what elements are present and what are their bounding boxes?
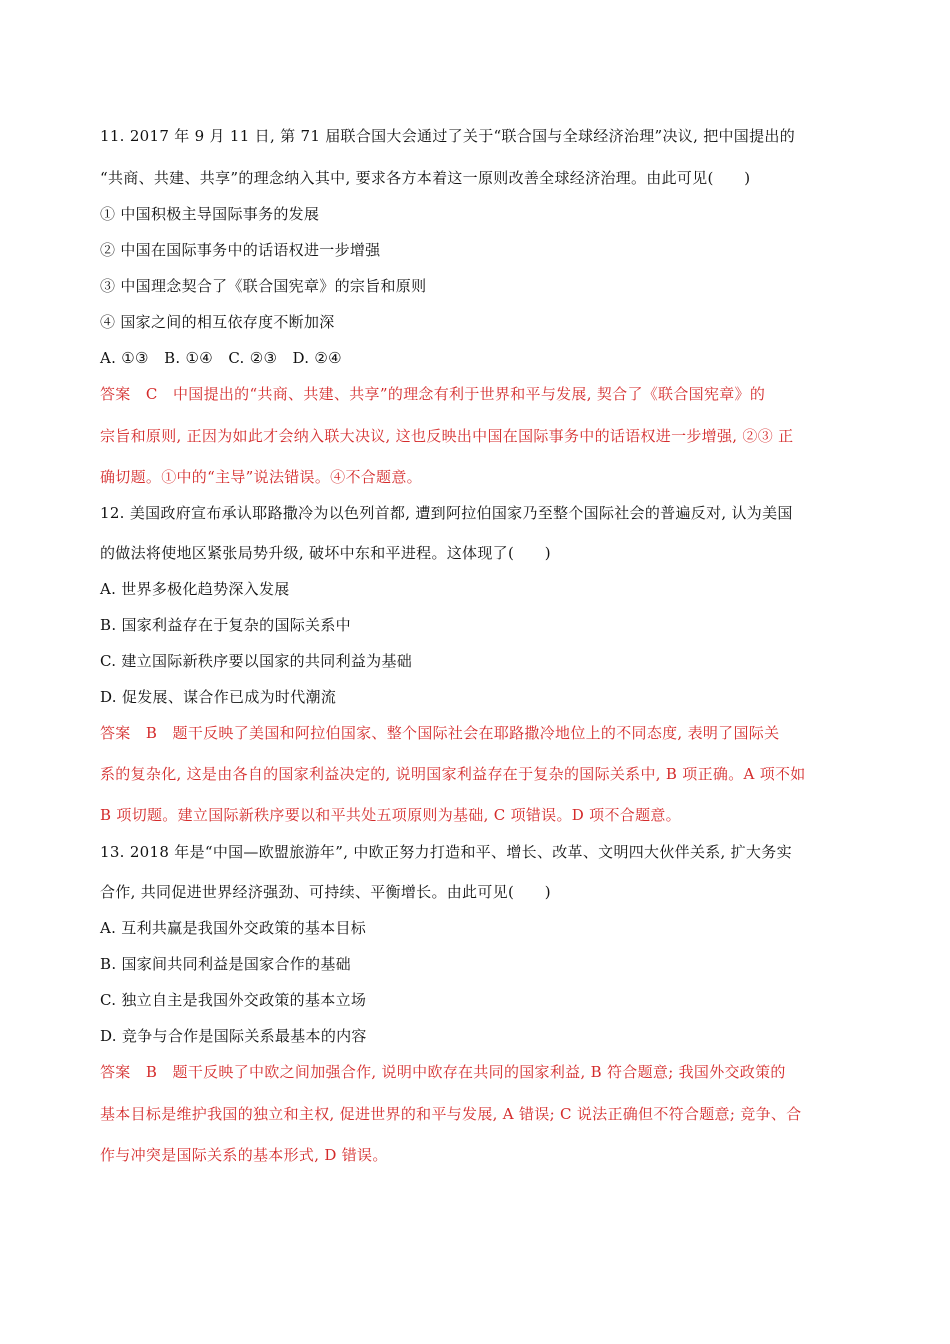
q13-stem-line-2: 合作, 共同促进世界经济强劲、可持续、平衡增长。由此可见( ) xyxy=(100,883,551,901)
q13-option-d: D. 竞争与合作是国际关系最基本的内容 xyxy=(100,1027,367,1045)
q11-stem-line-2: “共商、共建、共享”的理念纳入其中, 要求各方本着这一原则改善全球经济治理。由此可见( ) xyxy=(100,169,751,187)
q11-option-2: ② 中国在国际事务中的话语权进一步增强 xyxy=(100,241,381,259)
q11-option-3: ③ 中国理念契合了《联合国宪章》的宗旨和原则 xyxy=(100,277,427,295)
q13-answer-line-3: 作与冲突是国际关系的基本形式, D 错误。 xyxy=(100,1146,388,1164)
q11-answer-line-2: 宗旨和原则, 正因为如此才会纳入联大决议, 这也反映出中国在国际事务中的话语权进一步增强, ②③ 正 xyxy=(100,427,794,445)
q13-option-c: C. 独立自主是我国外交政策的基本立场 xyxy=(100,991,367,1009)
q12-option-c: C. 建立国际新秩序要以国家的共同利益为基础 xyxy=(100,652,413,670)
q11-answer-line-3: 确切题。①中的“主导”说法错误。④不合题意。 xyxy=(100,468,422,486)
q11-option-1: ① 中国积极主导国际事务的发展 xyxy=(100,205,320,223)
q11-stem-line-1: 11. 2017 年 9 月 11 日, 第 71 届联合国大会通过了关于“联合国与全球经济治理”决议, 把中国提出的 xyxy=(100,127,796,145)
q13-stem-line-1: 13. 2018 年是“中国—欧盟旅游年”, 中欧正努力打造和平、增长、改革、文明四大伙伴关系, 扩大务实 xyxy=(100,843,792,861)
q12-answer-line-3: B 项切题。建立国际新秩序要以和平共处五项原则为基础, C 项错误。D 项不合题意。 xyxy=(100,806,681,824)
q12-option-d: D. 促发展、谋合作已成为时代潮流 xyxy=(100,688,337,706)
q12-stem-line-1: 12. 美国政府宣布承认耶路撒冷为以色列首都, 遭到阿拉伯国家乃至整个国际社会的普遍反对, 认为美国 xyxy=(100,504,793,522)
q12-answer-line-2: 系的复杂化, 这是由各自的国家利益决定的, 说明国家利益存在于复杂的国际关系中, B 项正确。A 项不如 xyxy=(100,765,806,783)
q11-answer-line-1: 答案 C 中国提出的“共商、共建、共享”的理念有利于世界和平与发展, 契合了《联合国宪章》的 xyxy=(100,385,766,403)
q12-option-a: A. 世界多极化趋势深入发展 xyxy=(100,580,290,598)
q13-answer-line-2: 基本目标是维护我国的独立和主权, 促进世界的和平与发展, A 错误; C 说法正确但不符合题意; 竞争、合 xyxy=(100,1105,802,1123)
q12-option-b: B. 国家利益存在于复杂的国际关系中 xyxy=(100,616,351,634)
q12-stem-line-2: 的做法将使地区紧张局势升级, 破坏中东和平进程。这体现了( ) xyxy=(100,544,551,562)
q12-answer-line-1: 答案 B 题干反映了美国和阿拉伯国家、整个国际社会在耶路撒冷地位上的不同态度, 表明了国际关 xyxy=(100,724,780,742)
q13-option-b: B. 国家间共同利益是国家合作的基础 xyxy=(100,955,351,973)
q11-option-4: ④ 国家之间的相互依存度不断加深 xyxy=(100,313,335,331)
q13-answer-line-1: 答案 B 题干反映了中欧之间加强合作, 说明中欧存在共同的国家利益, B 符合题意; 我国外交政策的 xyxy=(100,1063,786,1081)
q13-option-a: A. 互利共赢是我国外交政策的基本目标 xyxy=(100,919,367,937)
q11-choices: A. ①③ B. ①④ C. ②③ D. ②④ xyxy=(100,349,342,367)
